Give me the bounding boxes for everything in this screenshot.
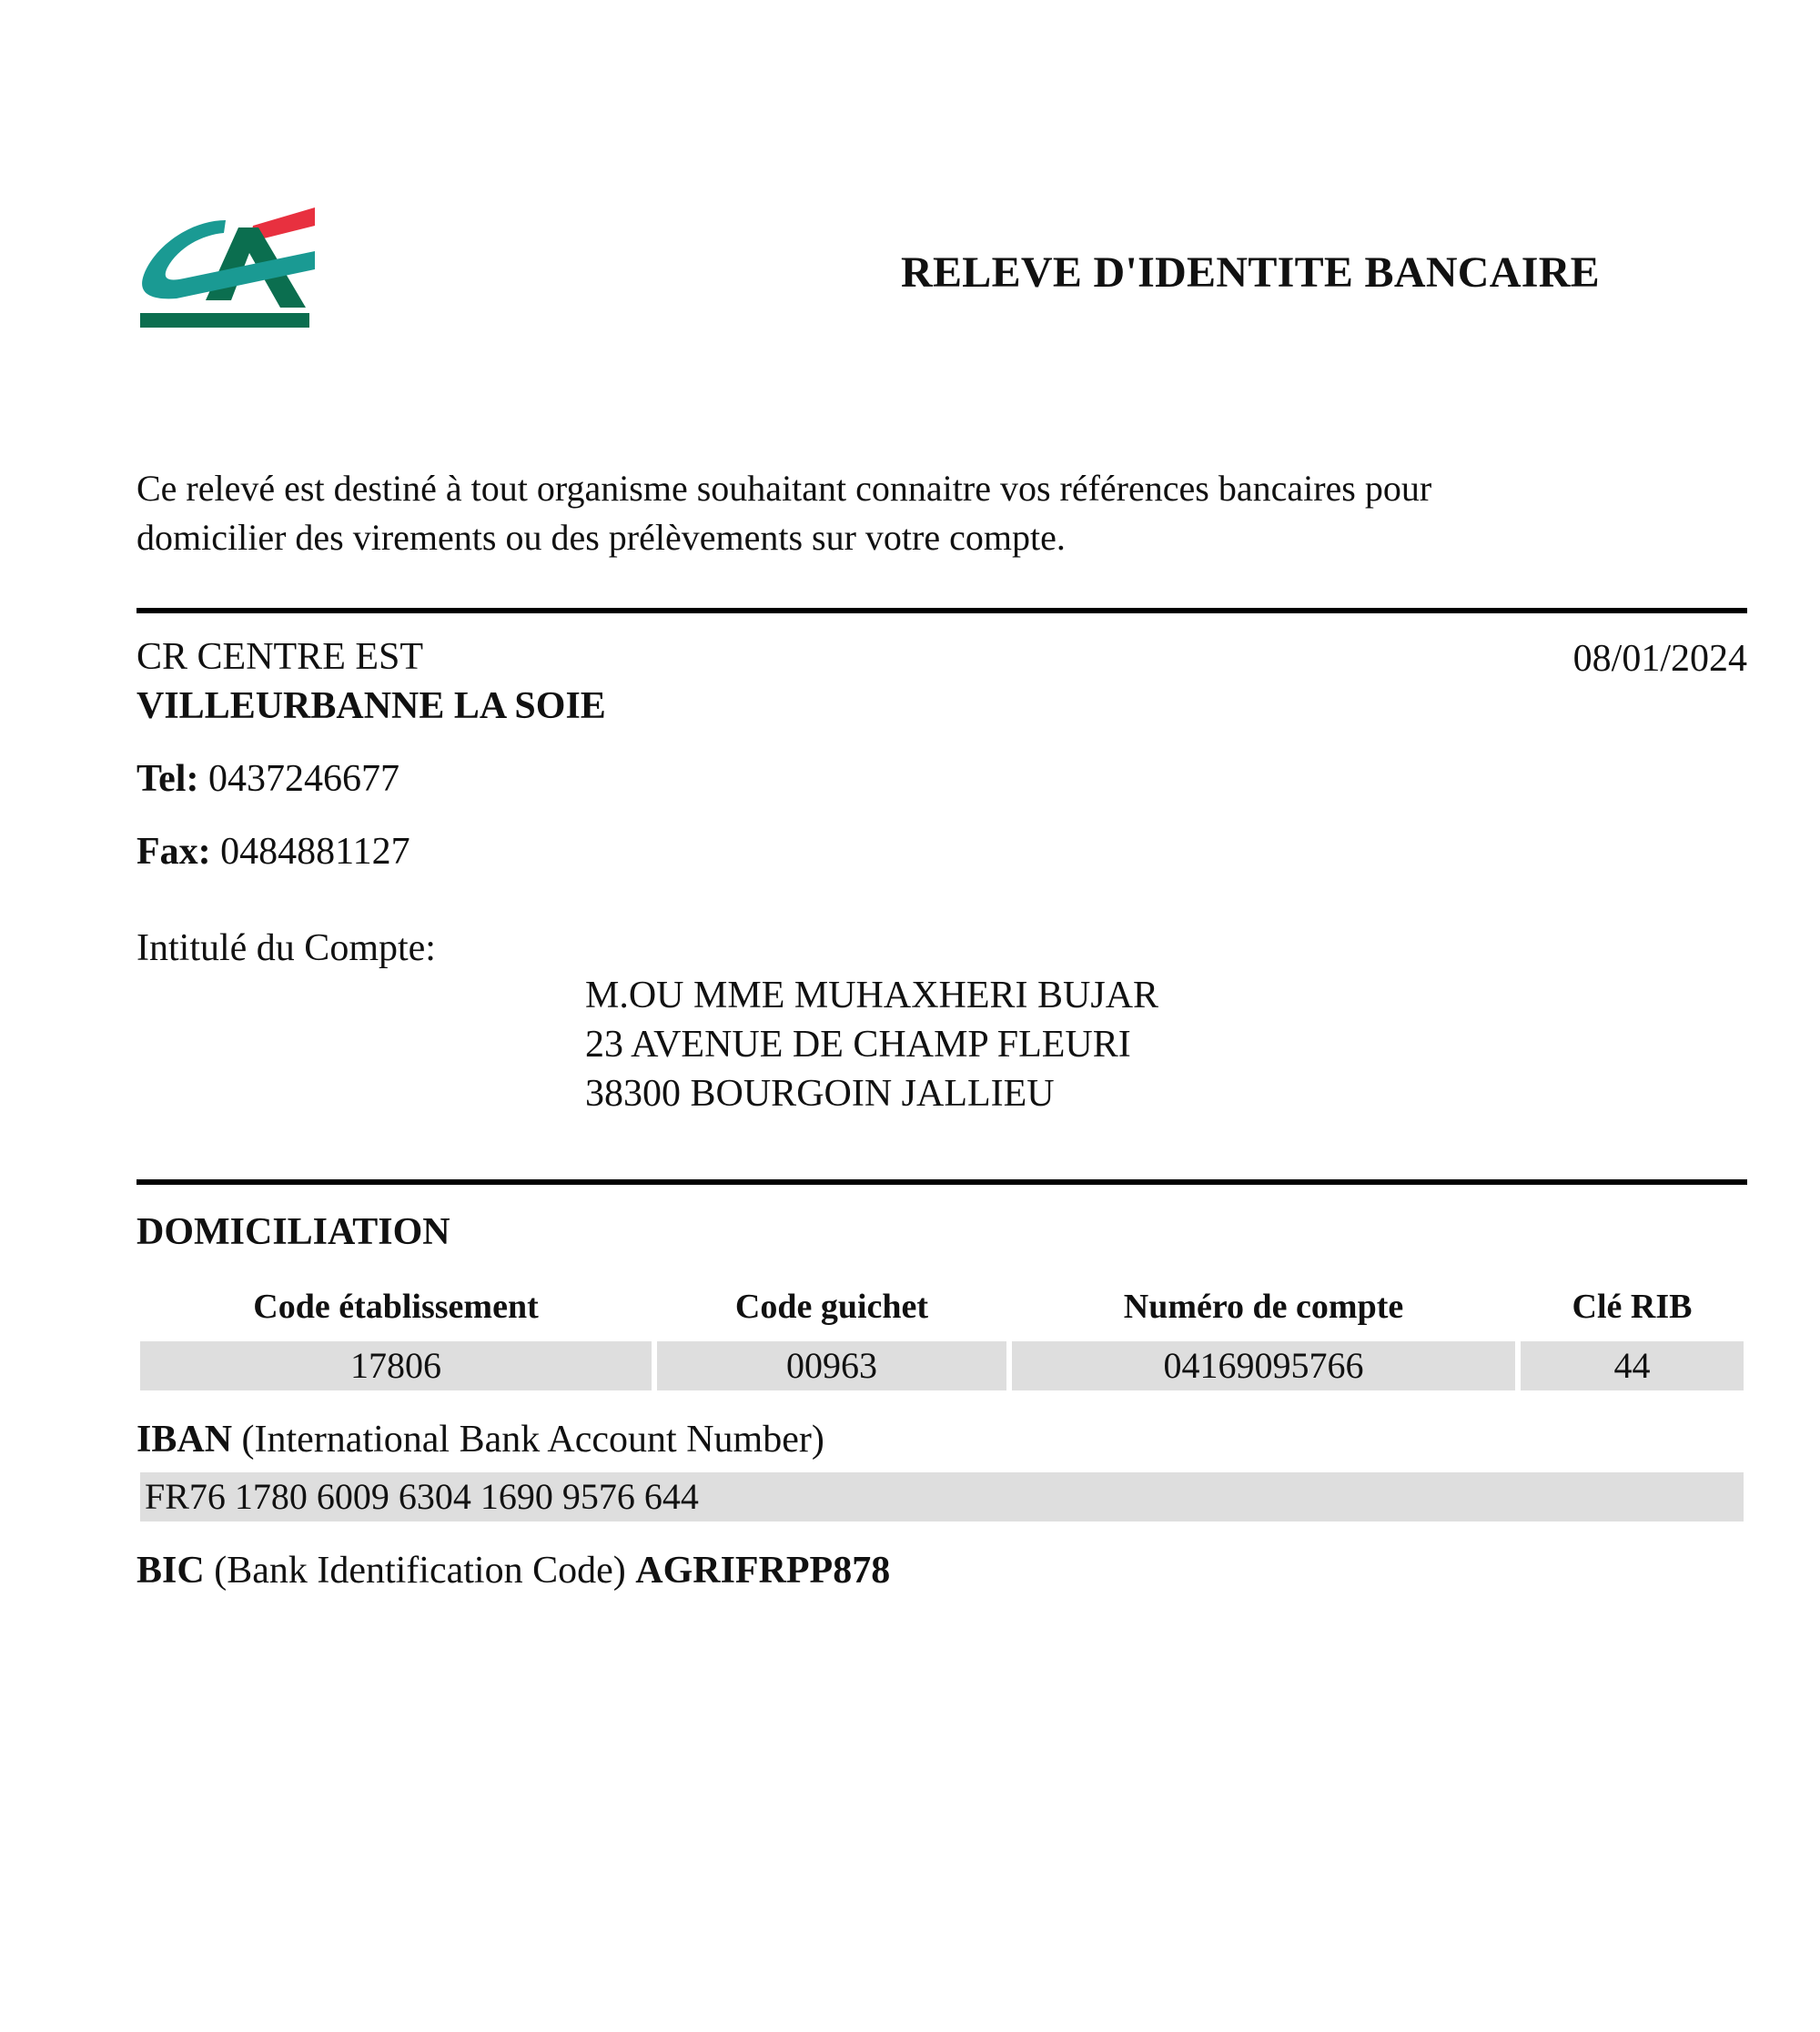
bic-value: AGRIFRPP878	[635, 1550, 891, 1592]
header-numero-compte: Numéro de compte	[1123, 1288, 1404, 1326]
tel-label: Tel:	[136, 758, 199, 800]
iban-label-desc: (International Bank Account Number)	[241, 1419, 824, 1461]
agency-tel	[136, 757, 399, 801]
intro-line-2: domicilier des virements ou des prélèvements sur votre compte.	[136, 517, 1066, 558]
bank-logo	[136, 200, 318, 337]
account-title-label: Intitulé du Compte:	[136, 927, 436, 969]
holder-name: M.OU MME MUHAXHERI BUJAR	[585, 975, 1159, 1016]
bic-label-desc: (Bank Identification Code)	[214, 1550, 626, 1592]
agency-fax	[136, 830, 410, 874]
fax-value: 0484881127	[220, 831, 410, 873]
logo-underline	[140, 313, 309, 328]
agency-branch: VILLEURBANNE LA SOIE	[136, 685, 606, 727]
statement-date: 08/01/2024	[1572, 638, 1747, 680]
bic-label-bold: BIC	[136, 1550, 205, 1592]
header-code-etablissement: Code établissement	[253, 1288, 539, 1326]
agency-region: CR CENTRE EST	[136, 636, 424, 678]
value-cle-rib: 44	[1521, 1341, 1744, 1390]
tel-value: 0437246677	[207, 758, 399, 800]
header-code-guichet: Code guichet	[734, 1288, 929, 1326]
iban-value: FR76 1780 6009 6304 1690 9576 644	[140, 1472, 1744, 1521]
document-title: RELEVE D'IDENTITE BANCAIRE	[901, 248, 1600, 297]
divider-top	[136, 608, 1747, 613]
fax-label: Fax:	[136, 831, 211, 873]
iban-label-bold: IBAN	[136, 1419, 233, 1461]
header-cle-rib: Clé RIB	[1572, 1288, 1693, 1326]
domiciliation-title: DOMICILIATION	[136, 1211, 450, 1253]
holder-street: 23 AVENUE DE CHAMP FLEURI	[585, 1024, 1131, 1066]
value-numero-compte: 04169095766	[1012, 1341, 1515, 1390]
bic-line	[136, 1549, 890, 1592]
credit-agricole-logo-icon	[136, 200, 318, 337]
divider-bottom	[136, 1179, 1747, 1185]
value-code-guichet: 00963	[657, 1341, 1006, 1390]
intro-text	[136, 464, 1738, 562]
iban-label	[136, 1418, 824, 1461]
holder-city: 38300 BOURGOIN JALLIEU	[585, 1073, 1055, 1115]
value-code-etablissement: 17806	[140, 1341, 652, 1390]
intro-line-1: Ce relevé est destiné à tout organisme souhaitant connaitre vos références bancaires pour	[136, 468, 1432, 509]
